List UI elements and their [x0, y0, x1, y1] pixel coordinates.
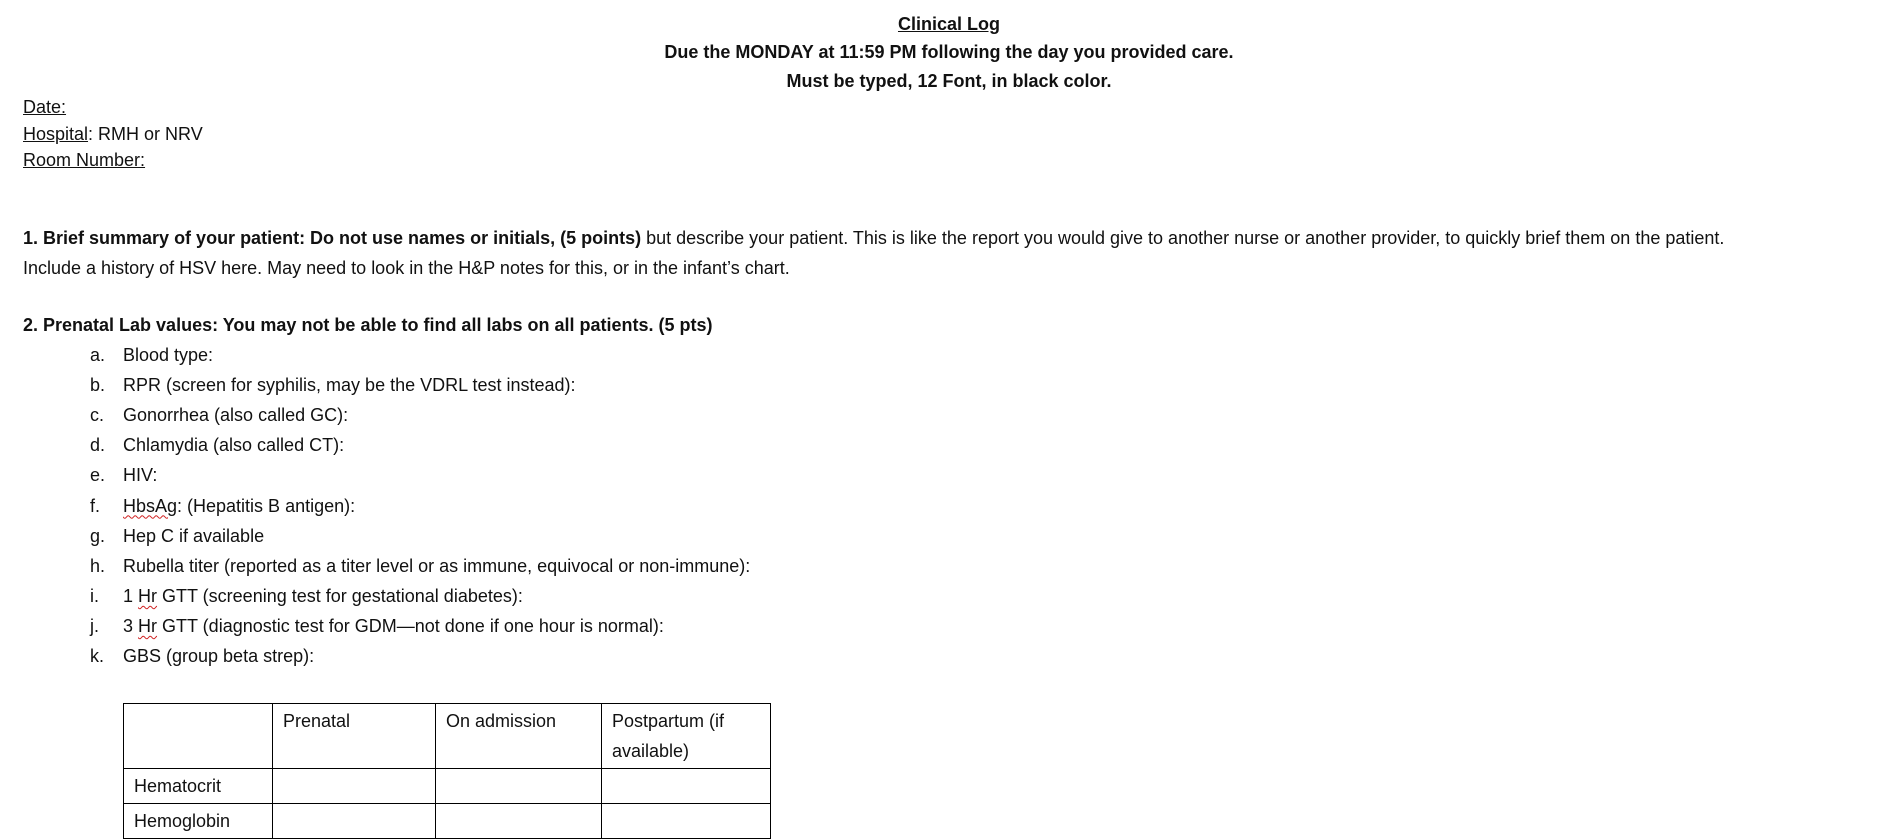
- spellcheck-word: Hr: [138, 585, 158, 606]
- table-header-cell: [124, 704, 273, 769]
- list-text-rest: GTT (diagnostic test for GDM—not done if one hour is normal):: [157, 615, 664, 636]
- list-letter: i.: [90, 585, 99, 606]
- list-letter: c.: [90, 405, 105, 426]
- list-letter: d.: [90, 435, 106, 456]
- list-text: Blood type:: [123, 345, 214, 365]
- list-text: Gonorrhea (also called GC):: [123, 405, 349, 426]
- table-row: [124, 804, 771, 839]
- list-text: Chlamydia (also called CT):: [123, 435, 345, 456]
- list-letter: j.: [90, 615, 99, 636]
- table-cell[interactable]: [273, 804, 436, 839]
- table-cell[interactable]: [273, 769, 436, 804]
- lab-table: [123, 703, 771, 839]
- list-letter: f.: [90, 495, 101, 516]
- room-number-label: Room Number:: [23, 150, 146, 170]
- doc-title: Clinical Log: [897, 14, 1000, 34]
- list-text-prefix: 1: [123, 585, 139, 606]
- table-cell[interactable]: [436, 769, 602, 804]
- table-cell[interactable]: Hemoglobin: [124, 804, 273, 839]
- table-row: [124, 769, 771, 804]
- section1-bold: 1. Brief summary of your patient: Do not use names or initials, (5 points): [23, 228, 642, 248]
- list-text: RPR (screen for syphilis, may be the VDRL test instead):: [123, 375, 576, 396]
- table-cell[interactable]: Hematocrit: [124, 769, 273, 804]
- section1-line1: [23, 227, 1724, 249]
- list-text: [123, 495, 355, 517]
- table-header-cell: On admission: [436, 704, 602, 769]
- list-letter: a.: [90, 345, 106, 365]
- list-letter: b.: [90, 375, 106, 396]
- section1-rest: but describe your patient. This is like the report you would give to another nurse or another provider, to quickly brief them on the patient.: [641, 228, 1725, 248]
- table-cell[interactable]: [602, 804, 771, 839]
- list-letter: k.: [90, 646, 105, 666]
- hospital-field: [23, 123, 203, 145]
- section1-line2: Include a history of HSV here. May need to look in the H&P notes for this, or in the infant’s chart.: [23, 258, 790, 278]
- list-text-rest: : (Hepatitis B antigen):: [177, 495, 356, 516]
- table-header-cell: Postpartum (if available): [602, 704, 771, 769]
- list-text: HIV:: [123, 465, 158, 486]
- table-cell[interactable]: [602, 769, 771, 804]
- hospital-value: : RMH or NRV: [88, 124, 203, 144]
- table-header-cell: Prenatal: [273, 704, 436, 769]
- list-letter: e.: [90, 465, 106, 486]
- list-letter: g.: [90, 525, 106, 546]
- list-text: Hep C if available: [123, 525, 265, 546]
- list-text: [123, 615, 664, 637]
- section2-heading: 2. Prenatal Lab values: You may not be able to find all labs on all patients. (5 pts): [23, 315, 713, 335]
- list-text-rest: GTT (screening test for gestational diabetes):: [157, 585, 523, 606]
- spellcheck-word: HbsAg: [123, 495, 178, 516]
- table-cell[interactable]: [436, 804, 602, 839]
- table-header-row: [124, 704, 771, 769]
- list-text: GBS (group beta strep):: [123, 646, 315, 666]
- date-label: Date:: [23, 97, 67, 117]
- list-text: [123, 585, 523, 607]
- format-notice: Must be typed, 12 Font, in black color.: [786, 71, 1112, 91]
- spellcheck-word: Hr: [138, 615, 158, 636]
- list-text: Rubella titer (reported as a titer level or as immune, equivocal or non-immune):: [123, 555, 751, 576]
- list-letter: h.: [90, 555, 106, 576]
- due-notice: Due the MONDAY at 11:59 PM following the day you provided care.: [664, 42, 1234, 62]
- hospital-label: Hospital: [23, 124, 89, 144]
- list-text-prefix: 3: [123, 615, 139, 636]
